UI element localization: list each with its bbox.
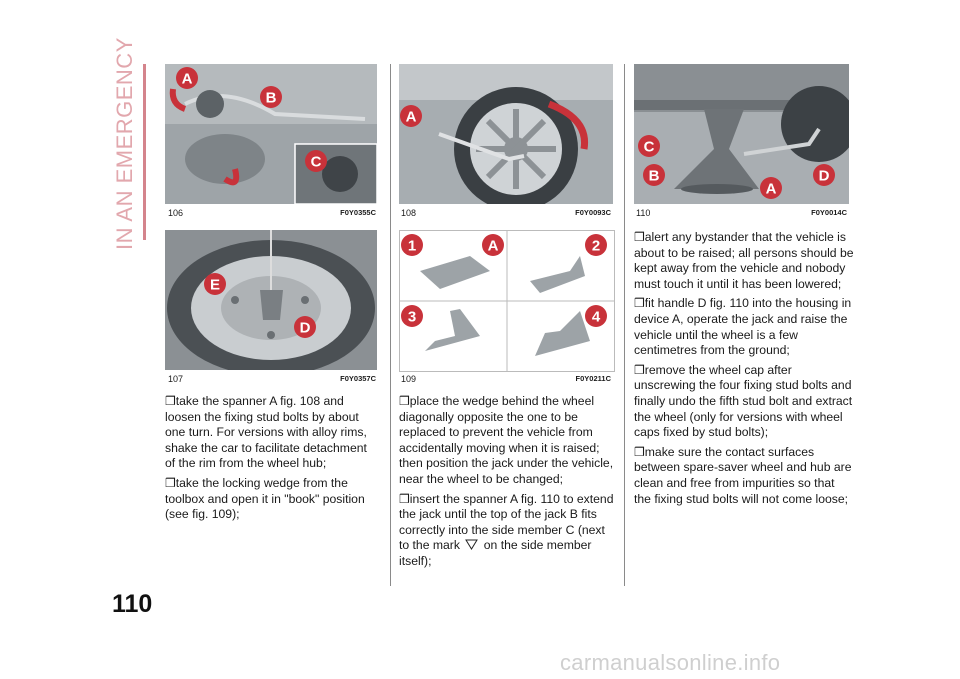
instruction-text: take the spanner A fig. 108 and loosen the fixing stud bolts by about one turn. For versions with alloy rims, shake the car to facilitate detachment of the rim from the wheel hub; bbox=[165, 394, 367, 471]
fig110-label-c: C bbox=[643, 138, 655, 156]
page-number: 110 bbox=[112, 590, 153, 618]
figure-number: 109 bbox=[401, 374, 417, 384]
figure-107-caption bbox=[168, 374, 376, 386]
right-column-text bbox=[634, 230, 854, 511]
figure-108-image bbox=[399, 64, 613, 204]
instruction-text: alert any bystander that the vehicle is about to be raised; all persons should be kept away from the vehicle and nobody must touch it until it has been lowered; bbox=[634, 230, 854, 291]
figure-107-image bbox=[165, 230, 377, 370]
figure-number: 108 bbox=[401, 208, 417, 218]
fig110-label-b: B bbox=[648, 167, 660, 185]
checkbox-bullet-icon: ❒ bbox=[634, 296, 645, 311]
section-rule bbox=[143, 64, 146, 240]
fig109-label-2: 2 bbox=[591, 237, 601, 255]
figure-number: 107 bbox=[168, 374, 184, 384]
figure-code: F0Y0355C bbox=[340, 208, 376, 217]
section-title-text: IN AN EMERGENCY bbox=[112, 37, 137, 250]
fig110-label-d: D bbox=[818, 167, 830, 185]
checkbox-bullet-icon: ❒ bbox=[634, 362, 645, 377]
fig106-label-c: C bbox=[310, 153, 322, 171]
fig109-label-4: 4 bbox=[591, 308, 601, 326]
instruction-text-continued: on the side member itself); bbox=[399, 538, 592, 568]
fig106-label-a: A bbox=[181, 70, 193, 88]
middle-column-text bbox=[399, 394, 617, 574]
watermark: carmanualsonline.info bbox=[560, 650, 781, 675]
fig110-label-a: A bbox=[765, 180, 777, 198]
instruction-text: make sure the contact surfaces between spare-saver wheel and hub are clean and free from impurities so that the fixing stud bolts will not come loose; bbox=[634, 444, 852, 506]
checkbox-bullet-icon: ❒ bbox=[634, 444, 645, 459]
instruction-text: take the locking wedge from the toolbox and open it in "book" position (see fig. 109); bbox=[165, 475, 365, 522]
instruction-step bbox=[634, 363, 854, 441]
fig109-label-3: 3 bbox=[407, 308, 417, 326]
figure-code: F0Y0014C bbox=[811, 208, 847, 217]
figure-110-image bbox=[634, 64, 849, 204]
checkbox-bullet-icon: ❒ bbox=[399, 394, 410, 408]
figure-106-caption bbox=[168, 208, 376, 220]
triangle-mark-icon bbox=[465, 539, 478, 550]
fig107-label-d: D bbox=[299, 319, 311, 337]
figure-106-image bbox=[165, 64, 377, 204]
figure-code: F0Y0093C bbox=[575, 208, 611, 217]
fig107-label-e: E bbox=[209, 276, 221, 294]
section-title bbox=[112, 37, 152, 250]
checkbox-bullet-icon: ❒ bbox=[634, 230, 645, 244]
instruction-text: place the wedge behind the wheel diagonally opposite the one to be replaced to prevent the vehicle from accidentally moving when it is raised; then position the jack under the vehicle, near the wheel to be changed; bbox=[399, 394, 614, 486]
instruction-text: remove the wheel cap after unscrewing the four fixing stud bolts and finally undo the fifth stud bolt and extract the wheel (only for versions with wheel caps fixed by stud bolts); bbox=[634, 362, 853, 440]
instruction-step bbox=[165, 476, 380, 523]
instruction-text: insert the spanner A fig. 110 to extend the jack until the top of the jack B fits correctly into the side member C (next to the mark bbox=[399, 491, 614, 553]
checkbox-bullet-icon: ❒ bbox=[399, 491, 410, 506]
instruction-step bbox=[634, 445, 854, 507]
instruction-step bbox=[165, 394, 380, 472]
checkbox-bullet-icon: ❒ bbox=[165, 475, 176, 490]
column-divider bbox=[390, 64, 391, 586]
figure-110-caption bbox=[636, 208, 847, 220]
figure-109-image bbox=[399, 230, 615, 372]
instruction-step bbox=[399, 492, 617, 570]
checkbox-bullet-icon: ❒ bbox=[165, 394, 176, 408]
instruction-step bbox=[399, 394, 617, 488]
figure-108-caption bbox=[401, 208, 611, 220]
figure-code: F0Y0211C bbox=[575, 374, 611, 383]
instruction-step bbox=[634, 296, 854, 358]
figure-number: 110 bbox=[636, 208, 651, 218]
column-divider bbox=[624, 64, 625, 586]
figure-109-caption bbox=[401, 374, 611, 386]
fig109-label-1: 1 bbox=[407, 237, 417, 255]
instruction-text: fit handle D fig. 110 into the housing in device A, operate the jack and raise the vehicle until the wheel is a few centimetres from the ground; bbox=[634, 296, 852, 358]
figure-number: 106 bbox=[168, 208, 184, 218]
figure-code: F0Y0357C bbox=[340, 374, 376, 383]
fig108-label-a: A bbox=[405, 108, 417, 126]
instruction-step bbox=[634, 230, 854, 292]
left-column-text bbox=[165, 394, 380, 527]
fig109-label-a: A bbox=[487, 237, 499, 255]
fig106-label-b: B bbox=[265, 89, 277, 107]
